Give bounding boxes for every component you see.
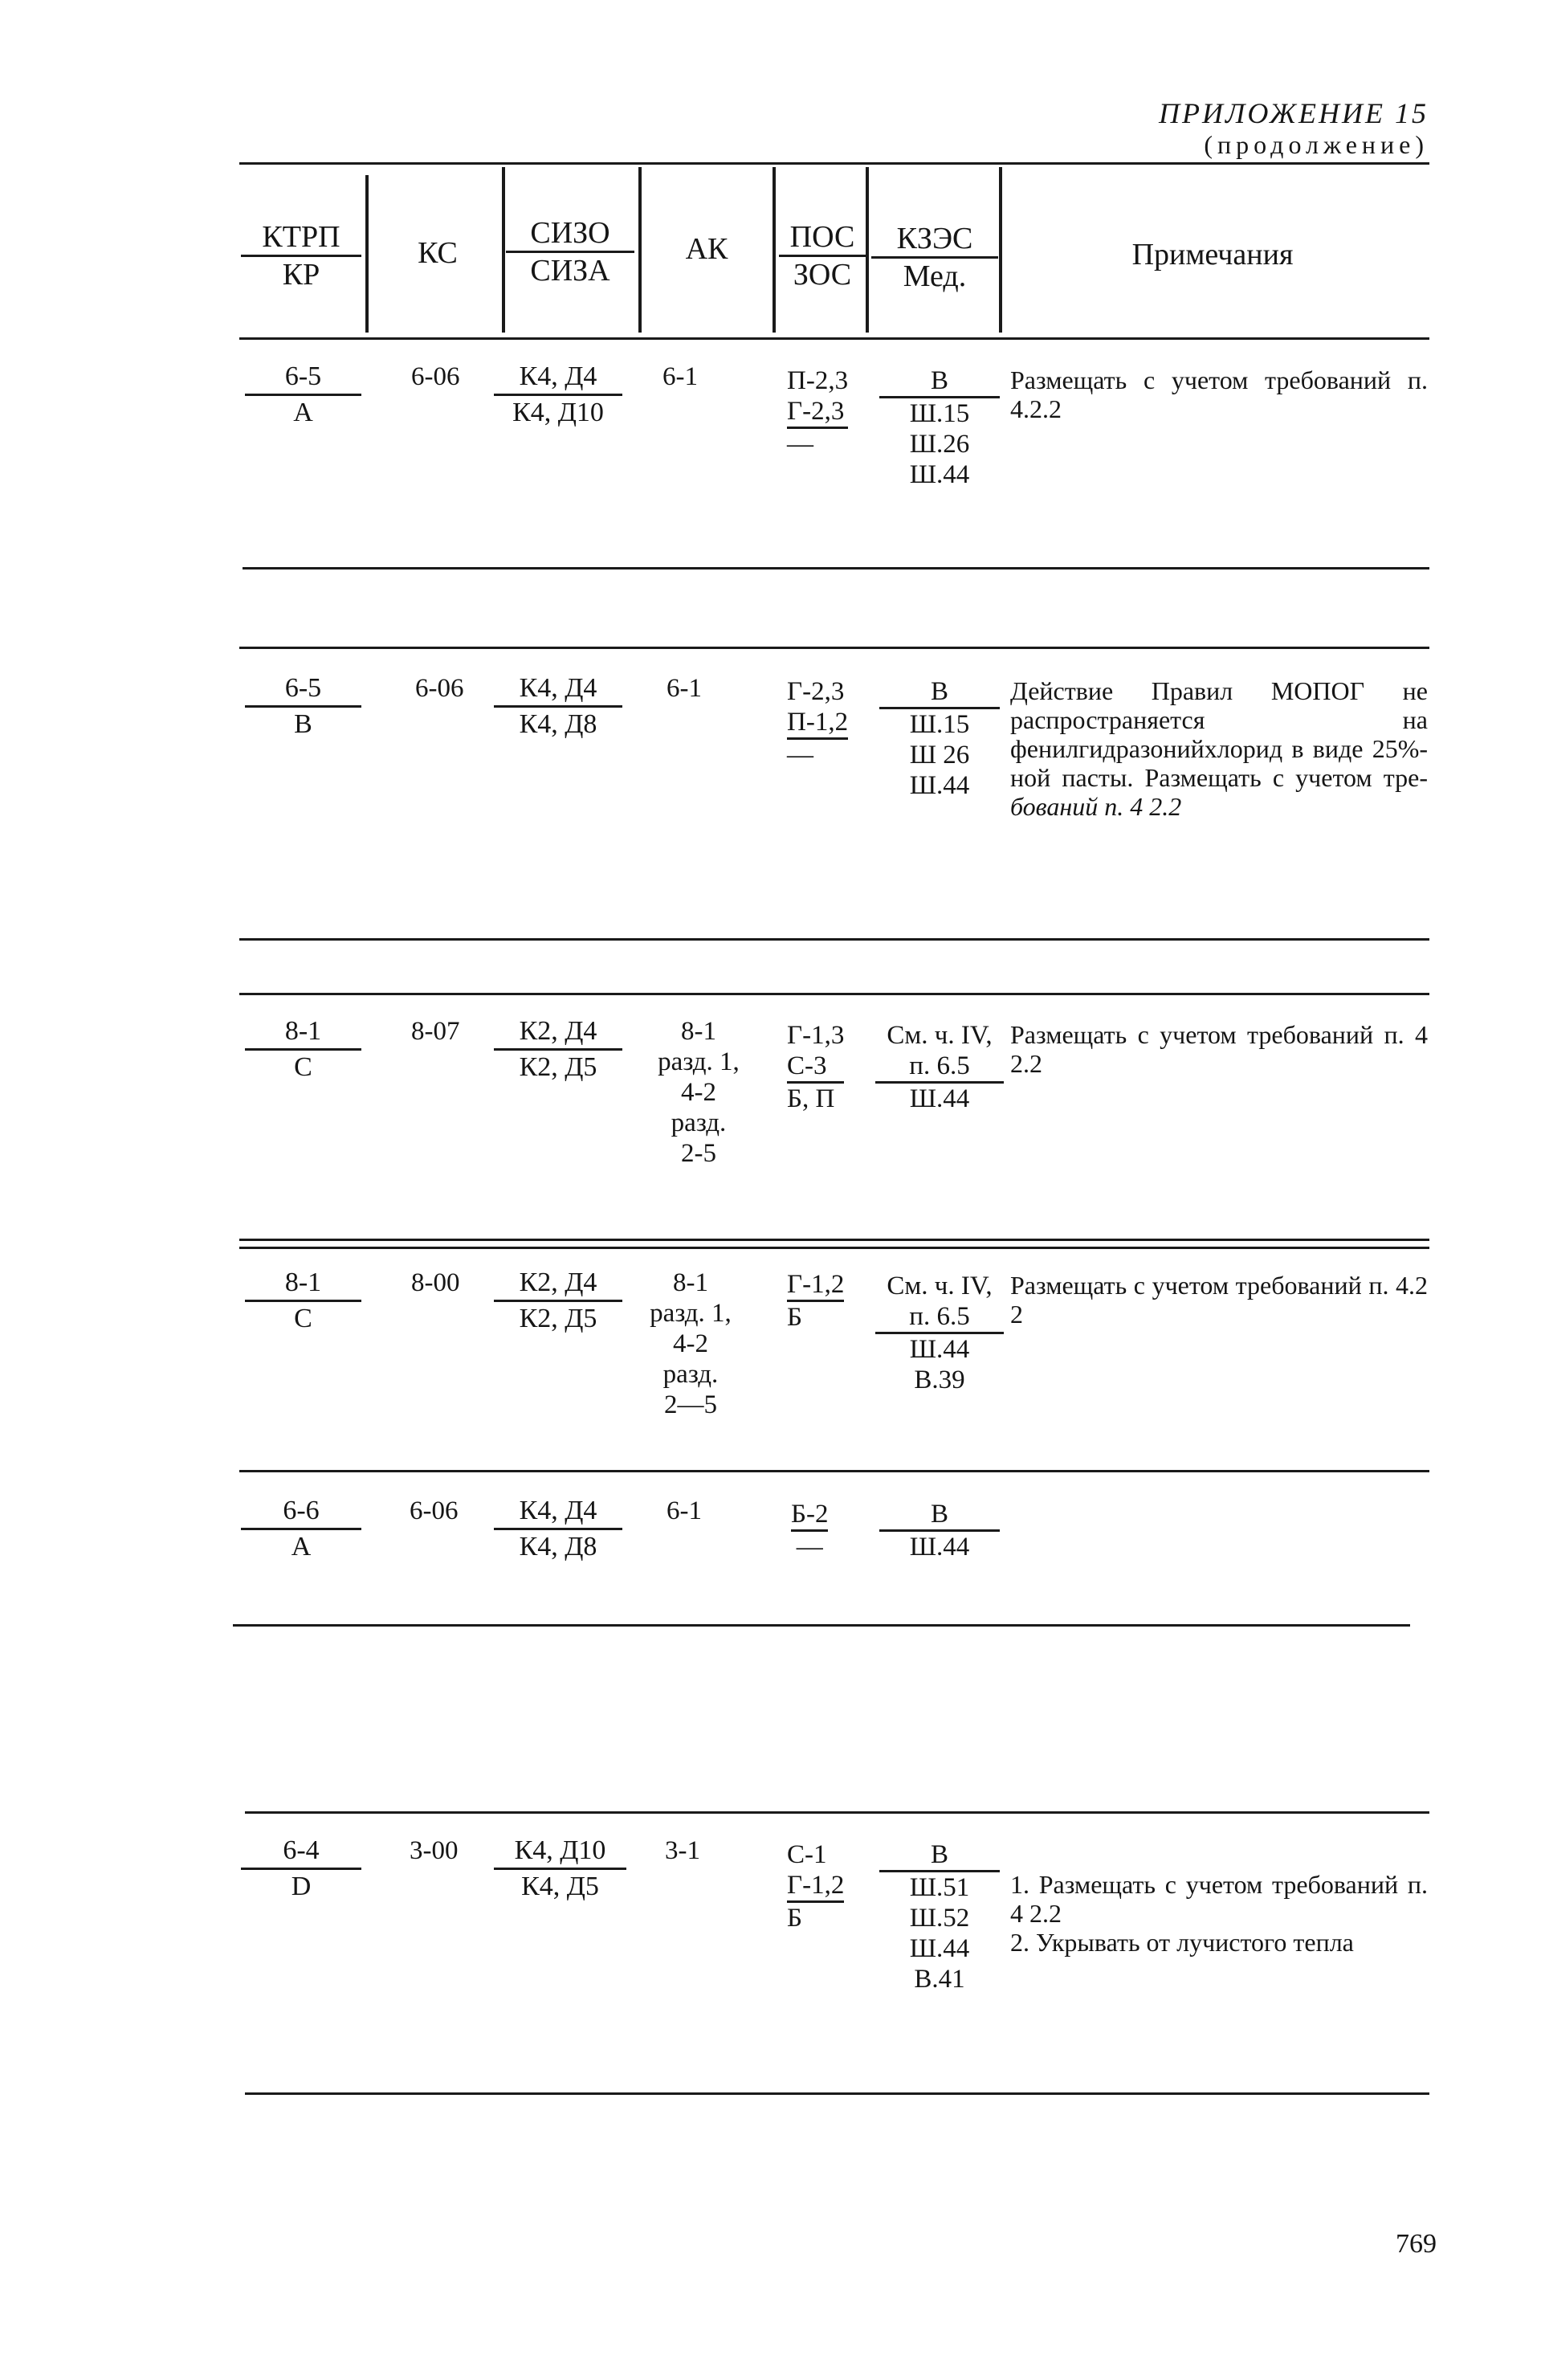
row-separator	[243, 567, 1429, 569]
pos-line: Г-2,3	[787, 396, 848, 429]
header-separator	[866, 167, 869, 333]
kzes-med-cell	[879, 1499, 1000, 1562]
row-separator	[239, 1247, 1429, 1249]
med-line: Ш.44	[909, 1533, 970, 1561]
kzes-value: В	[879, 1839, 1000, 1872]
pos-line: П-1,2	[787, 707, 848, 740]
column-header-zos: ЗОС	[793, 258, 852, 292]
column-header-med: Мед.	[903, 259, 967, 293]
ak-line: 4-2	[681, 1078, 716, 1107]
ktrp-value: 6-4	[241, 1835, 361, 1870]
ak-line: 2-5	[681, 1139, 716, 1168]
pos-line: Г-2,3	[787, 677, 845, 706]
sizo-value: К2, Д4	[494, 1268, 622, 1302]
pos-line: Г-1,2	[787, 1870, 844, 1903]
med-line: Ш.51	[909, 1873, 970, 1902]
ktrp-value: 8-1	[245, 1268, 361, 1302]
kr-value: A	[291, 1532, 312, 1561]
ks-value: 3-00	[410, 1836, 459, 1865]
table-top-rule	[239, 162, 1429, 165]
pos-zos-cell	[787, 1020, 844, 1114]
row-separator	[239, 993, 1429, 995]
sizo-value: К2, Д4	[494, 1016, 622, 1051]
pos-zos-cell	[787, 1839, 844, 1933]
pos-zos-cell	[787, 365, 848, 459]
notes-text	[1010, 1271, 1428, 1329]
zos-line: Б	[787, 1303, 802, 1332]
kzes-value: В	[879, 1499, 1000, 1532]
notes-text	[1010, 1020, 1428, 1078]
column-header-siza: СИЗА	[530, 254, 610, 288]
notes-main: Размещать с учетом требований п. 4.2.2	[1010, 365, 1428, 423]
sizo-siza-cell	[494, 361, 622, 428]
ak-cell	[642, 1268, 739, 1420]
row-separator	[239, 1239, 1429, 1241]
zos-line: —	[787, 430, 813, 459]
table-bottom-rule	[245, 2092, 1429, 2095]
page-number: 769	[1396, 2229, 1437, 2259]
ak-line: 8-1	[681, 1017, 716, 1046]
kzes-value: В	[879, 676, 1000, 709]
med-line: Ш.44	[909, 1335, 970, 1364]
ak-line: разд. 1,	[650, 1299, 732, 1328]
sizo-siza-cell	[494, 1496, 622, 1562]
notes-text	[1010, 676, 1428, 821]
siza-value: К4, Д8	[519, 1532, 597, 1561]
appendix-subtitle: (продолжение)	[1204, 130, 1429, 159]
header-separator	[365, 175, 369, 333]
sizo-siza-cell	[494, 1835, 626, 1902]
column-header-ktrp: КТРП	[241, 221, 361, 257]
column-header-notes	[1012, 239, 1413, 271]
ks-value: 6-06	[411, 362, 460, 391]
kzes-med-cell	[879, 365, 1000, 490]
sizo-siza-cell	[494, 1016, 622, 1083]
kzes-med-cell	[875, 1271, 1004, 1395]
med-line: Ш 26	[909, 741, 970, 770]
header-separator	[773, 167, 776, 333]
ks-value: 8-00	[411, 1268, 460, 1297]
ak-line: разд.	[662, 1360, 719, 1389]
ktrp-value: 6-6	[241, 1496, 361, 1530]
zos-line: —	[787, 741, 813, 770]
ak-line: разд.	[671, 1108, 727, 1137]
row-separator	[239, 647, 1429, 649]
header-separator	[502, 167, 505, 333]
zos-line: Б, П	[787, 1084, 835, 1113]
sizo-value: К4, Д10	[494, 1835, 626, 1870]
column-header-ak	[642, 233, 771, 265]
ktrp-kr-cell	[241, 1496, 361, 1562]
kr-value: C	[294, 1304, 312, 1333]
ak-line: 3-1	[665, 1836, 700, 1865]
ktrp-value: 8-1	[245, 1016, 361, 1051]
ktrp-kr-cell	[245, 1268, 361, 1334]
med-line: Ш.26	[909, 430, 970, 459]
notes-text	[1010, 365, 1428, 423]
med-line: Ш.44	[909, 771, 970, 800]
kr-value: A	[293, 398, 313, 427]
notes-main: Размещать с учетом требований п. 4.2 2	[1010, 1271, 1428, 1329]
med-line: Ш.44	[909, 1084, 970, 1113]
column-header-sizo: СИЗО	[506, 217, 634, 253]
notes-main: Действие Правил МОПОГ не распространяется на фенилгидразонийхлорид в виде 25%-ной пасты. Размещать с учетом тре-	[1010, 676, 1428, 792]
ktrp-kr-cell	[245, 1016, 361, 1083]
column-header-ks-label: КС	[418, 236, 458, 270]
row-separator	[239, 1470, 1429, 1472]
sizo-value: К4, Д4	[494, 673, 622, 708]
kzes-med-cell	[875, 1020, 1004, 1114]
ak-cell	[665, 1835, 700, 1866]
column-header-ak-label: АК	[685, 232, 728, 266]
siza-value: К4, Д10	[512, 398, 604, 427]
siza-value: К2, Д5	[519, 1052, 597, 1082]
kzes-med-cell	[879, 1839, 1000, 1994]
column-header-ks	[377, 237, 498, 269]
notes-main: Размещать с учетом требований п. 4 2.2	[1010, 1020, 1428, 1078]
header-separator	[638, 167, 642, 333]
ktrp-kr-cell	[245, 361, 361, 428]
ak-line: разд. 1,	[658, 1047, 740, 1076]
pos-line: Г-1,3	[787, 1021, 845, 1050]
med-line: Ш.15	[909, 710, 970, 739]
zos-line: —	[796, 1533, 823, 1561]
kr-value: C	[294, 1052, 312, 1082]
ak-cell	[650, 1016, 747, 1169]
med-line: В.41	[914, 1965, 965, 1994]
med-line: В.39	[914, 1366, 965, 1394]
ak-line: 8-1	[673, 1268, 708, 1297]
pos-line: Г-1,2	[787, 1269, 844, 1302]
pos-line: Б-2	[791, 1499, 828, 1532]
row-separator	[245, 1811, 1429, 1814]
sizo-siza-cell	[494, 673, 622, 740]
column-header-notes-label: Примечания	[1131, 238, 1294, 271]
ktrp-kr-cell	[241, 1835, 361, 1902]
ktrp-value: 6-5	[245, 361, 361, 396]
pos-line: С-1	[787, 1840, 827, 1869]
column-header-pos-zos	[779, 221, 866, 291]
column-header-pos: ПОС	[779, 221, 866, 257]
siza-value: К4, Д5	[521, 1872, 599, 1901]
siza-value: К4, Д8	[519, 709, 597, 739]
ak-line: 6-1	[667, 1496, 702, 1525]
row-separator	[239, 938, 1429, 941]
pos-zos-cell	[791, 1499, 828, 1562]
med-line: Ш.15	[909, 399, 970, 428]
notes-text	[1010, 1841, 1428, 1957]
zos-line: Б	[787, 1904, 802, 1933]
ks-value: 6-06	[415, 674, 464, 703]
column-header-kzes: КЗЭС	[871, 222, 998, 259]
kr-value: B	[294, 709, 312, 739]
pos-zos-cell	[787, 676, 848, 770]
ks-value: 8-07	[411, 1017, 460, 1046]
med-line: Ш.52	[909, 1904, 970, 1933]
ak-line: 2—5	[664, 1390, 717, 1419]
header-separator	[999, 167, 1002, 333]
table-header-rule	[239, 337, 1429, 340]
sizo-siza-cell	[494, 1268, 622, 1334]
kzes-value: См. ч. IV, п. 6.5	[875, 1271, 1004, 1334]
ak-cell	[667, 1496, 702, 1526]
kzes-med-cell	[879, 676, 1000, 801]
column-header-kr: КР	[282, 258, 320, 292]
ak-line: 6-1	[662, 362, 698, 391]
pos-zos-cell	[787, 1269, 844, 1333]
ak-line: 4-2	[673, 1329, 708, 1358]
kzes-value: См. ч. IV, п. 6.5	[875, 1020, 1004, 1084]
sizo-value: К4, Д4	[494, 1496, 622, 1530]
pos-line: П-2,3	[787, 366, 849, 395]
row-separator	[233, 1624, 1410, 1627]
ak-cell	[667, 673, 702, 704]
med-line: Ш.44	[909, 1934, 970, 1963]
ktrp-value: 6-5	[245, 673, 361, 708]
sizo-value: К4, Д4	[494, 361, 622, 396]
ak-line: 6-1	[667, 674, 702, 703]
siza-value: К2, Д5	[519, 1304, 597, 1333]
column-header-kzes-med	[871, 222, 998, 292]
ks-value: 6-06	[410, 1496, 459, 1525]
notes-main: 1. Размещать с учетом требований п. 4 2.2 2. Укрывать от лучистого тепла	[1010, 1870, 1428, 1957]
ak-cell	[662, 361, 698, 392]
kr-value: D	[291, 1872, 312, 1901]
pos-line: С-3	[787, 1051, 844, 1084]
ktrp-kr-cell	[245, 673, 361, 740]
med-line: Ш.44	[909, 460, 970, 489]
appendix-title: ПРИЛОЖЕНИЕ 15	[1159, 97, 1429, 129]
column-header-sizo-siza	[506, 217, 634, 287]
notes-italic: бований п. 4 2.2	[1010, 792, 1182, 821]
kzes-value: В	[879, 365, 1000, 398]
column-header-ktrp-kr	[241, 221, 361, 291]
